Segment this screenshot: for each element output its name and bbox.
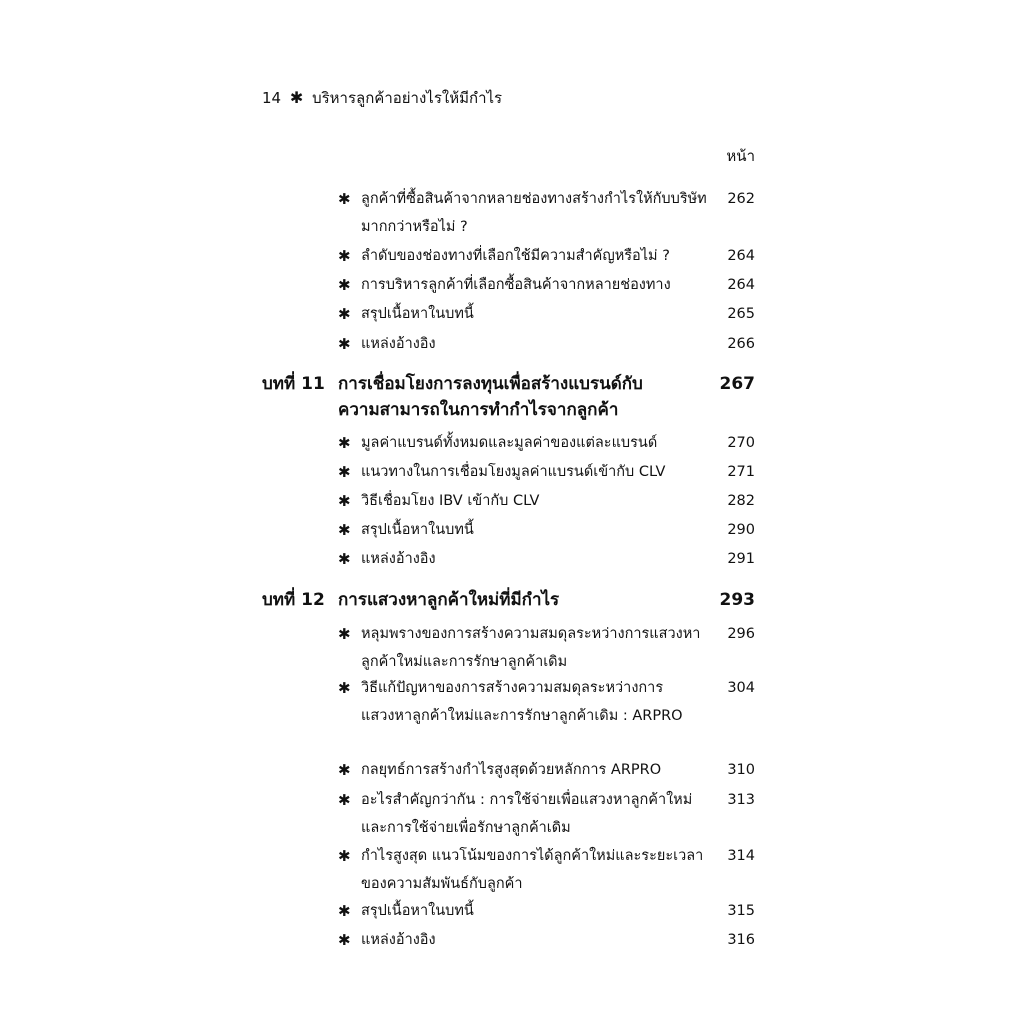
toc-item-page: 316 (727, 932, 755, 948)
toc-item-text: วิธีเชื่อมโยง IBV เข้ากับ CLV (361, 493, 540, 509)
bullet-icon: ✱ (338, 434, 351, 452)
toc-item-page: 264 (727, 277, 755, 293)
toc-item-text: ลำดับของช่องทางที่เลือกใช้มีความสำคัญหรือไม่ ? (361, 248, 670, 264)
toc-item-page: 282 (727, 493, 755, 509)
toc-item (338, 897, 758, 925)
bullet-icon: ✱ (338, 902, 351, 920)
header-page-number: 14 (262, 89, 282, 107)
toc-item (338, 242, 758, 270)
toc-item (338, 516, 758, 544)
toc-item-text: มูลค่าแบรนด์ทั้งหมดและมูลค่าของแต่ละแบรนด์ (361, 435, 658, 451)
toc-item (338, 300, 758, 328)
toc-item-text: สรุปเนื้อหาในบทนี้ (361, 903, 474, 919)
toc-item (338, 756, 758, 784)
toc-item (338, 545, 758, 573)
bullet-icon: ✱ (338, 931, 351, 949)
toc-item (338, 185, 758, 241)
toc-item (338, 458, 758, 486)
toc-item-page: 313 (727, 792, 755, 808)
toc-item-page: 304 (727, 680, 755, 696)
toc-item (338, 620, 758, 676)
toc-item-text: อะไรสำคัญกว่ากัน : การใช้จ่ายเพื่อแสวงหาลูกค้าใหม่และการใช้จ่ายเพื่อรักษาลูกค้าเดิม (361, 792, 693, 836)
chapter-label: บทที่ 12 (262, 590, 325, 610)
toc-item (338, 487, 758, 515)
chapter-heading-11 (262, 371, 758, 423)
toc-item (338, 842, 758, 898)
chapter-title: การเชื่อมโยงการลงทุนเพื่อสร้างแบรนด์กับความสามารถในการทำกำไรจากลูกค้า (338, 374, 643, 420)
toc-item (338, 926, 758, 954)
bullet-icon: ✱ (338, 847, 351, 865)
toc-item-text: แนวทางในการเชื่อมโยงมูลค่าแบรนด์เข้ากับ CLV (361, 464, 666, 480)
bullet-icon: ✱ (338, 190, 351, 208)
toc-item (338, 429, 758, 457)
bullet-icon: ✱ (338, 247, 351, 265)
bullet-icon: ✱ (338, 550, 351, 568)
bullet-icon: ✱ (338, 521, 351, 539)
toc-item-page: 264 (727, 248, 755, 264)
bullet-icon: ✱ (338, 463, 351, 481)
toc-item-text: ลูกค้าที่ซื้อสินค้าจากหลายช่องทางสร้างกำไรให้กับบริษัทมากกว่าหรือไม่ ? (361, 191, 707, 235)
toc-item-page: 291 (727, 551, 755, 567)
header-separator-icon: ✱ (289, 88, 304, 107)
toc-item-text: การบริหารลูกค้าที่เลือกซื้อสินค้าจากหลายช่องทาง (361, 277, 671, 293)
bullet-icon: ✱ (338, 625, 351, 643)
toc-item-page: 315 (727, 903, 755, 919)
toc-item-page: 270 (727, 435, 755, 451)
toc-item-text: สรุปเนื้อหาในบทนี้ (361, 306, 474, 322)
toc-item-page: 266 (727, 336, 755, 352)
toc-item (338, 786, 758, 842)
toc-item-page: 262 (727, 191, 755, 207)
bullet-icon: ✱ (338, 276, 351, 294)
toc-item (338, 674, 758, 730)
chapter-heading-12 (262, 587, 758, 613)
header-book-title: บริหารลูกค้าอย่างไรให้มีกำไร (312, 89, 503, 107)
toc-item-text: กำไรสูงสุด แนวโน้มของการได้ลูกค้าใหม่และระยะเวลาของความสัมพันธ์กับลูกค้า (361, 848, 704, 892)
chapter-page: 267 (719, 374, 755, 394)
bullet-icon: ✱ (338, 335, 351, 353)
toc-item-page: 265 (727, 306, 755, 322)
toc-item-page: 271 (727, 464, 755, 480)
toc-item-text: แหล่งอ้างอิง (361, 336, 436, 352)
bullet-icon: ✱ (338, 492, 351, 510)
chapter-page: 293 (719, 590, 755, 610)
toc-item-page: 290 (727, 522, 755, 538)
toc-item-text: แหล่งอ้างอิง (361, 932, 436, 948)
chapter-title: การแสวงหาลูกค้าใหม่ที่มีกำไร (338, 590, 560, 610)
toc-item-page: 310 (727, 762, 755, 778)
toc-item-text: กลยุทธ์การสร้างกำไรสูงสุดด้วยหลักการ ARPRO (361, 762, 662, 778)
running-header (262, 86, 502, 110)
bullet-icon: ✱ (338, 679, 351, 697)
page-column-label: หน้า (726, 147, 755, 165)
toc-item (338, 271, 758, 299)
bullet-icon: ✱ (338, 761, 351, 779)
toc-item-text: สรุปเนื้อหาในบทนี้ (361, 522, 474, 538)
bullet-icon: ✱ (338, 305, 351, 323)
bullet-icon: ✱ (338, 791, 351, 809)
toc-item (338, 330, 758, 358)
toc-item-text: หลุมพรางของการสร้างความสมดุลระหว่างการแสวงหาลูกค้าใหม่และการรักษาลูกค้าเดิม (361, 626, 701, 670)
chapter-label: บทที่ 11 (262, 374, 325, 394)
toc-item-page: 314 (727, 848, 755, 864)
toc-item-text: แหล่งอ้างอิง (361, 551, 436, 567)
toc-item-text: วิธีแก้ปัญหาของการสร้างความสมดุลระหว่างการแสวงหาลูกค้าใหม่และการรักษาลูกค้าเดิม : ARPRO (361, 680, 683, 724)
toc-item-page: 296 (727, 626, 755, 642)
